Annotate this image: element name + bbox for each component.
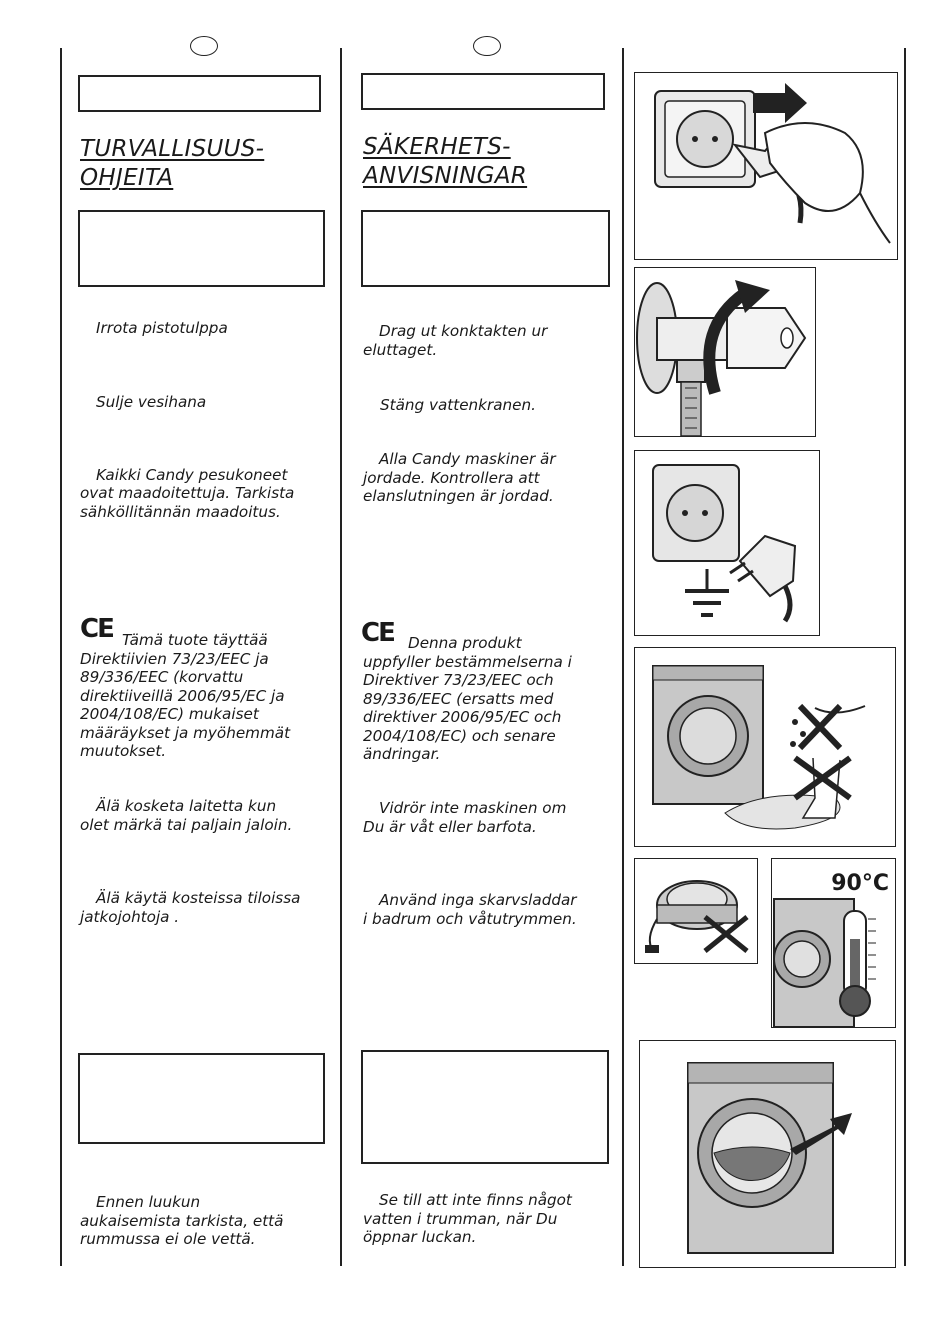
instruction-door-sv: Se till att inte finns något vatten i trumman, när Du öppnar luckan. <box>363 1191 572 1246</box>
instruction-door-fi: Ennen luukun aukaisemista tarkista, että rummussa ei ole vettä. <box>80 1193 284 1248</box>
extension-reel-icon <box>634 858 758 964</box>
instruction-tap-fi: Sulje vesihana <box>96 393 207 411</box>
thermometer-icon <box>771 858 896 1028</box>
instruction-ce-sv: Denna produkt uppfyller bestämmelserna i Direktiver 73/23/EEC och 89/336/EEC (ersatts med direktiver 2006/95/EC och 2004/108/EC) och senare ändringar. <box>363 634 572 763</box>
language-badge-fi <box>190 36 218 56</box>
column-divider-middle <box>340 48 342 1266</box>
temperature-label: 90°C <box>831 871 889 896</box>
title-line1-sv: SÄKERHETS- <box>363 134 511 160</box>
instruction-ce-fi: Tämä tuote täyttää Direktiivien 73/23/EEC ja 89/336/EEC (korvattu direktiiveillä 2006/95/EC ja 2004/108/EC) mukaiset määräykset ja myöhemmät muutokset. <box>80 631 291 760</box>
ce-mark-sv: CE <box>361 618 394 648</box>
column-divider-edge <box>904 48 906 1266</box>
warning-box-sv <box>361 210 610 287</box>
header-box-fi <box>78 75 321 112</box>
ground-socket-icon <box>634 450 820 636</box>
title-line2-sv: ANVISNINGAR <box>363 163 528 189</box>
ce-mark-fi: CE <box>80 614 113 644</box>
header-box-sv <box>361 73 605 110</box>
title-line2-fi: OHJEITA <box>80 165 174 191</box>
water-tap-icon <box>634 267 816 437</box>
instruction-extension-fi: Älä käytä kosteissa tiloissa jatkojohtoja . <box>80 889 301 926</box>
wet-hazard-icon <box>634 647 896 847</box>
instruction-unplug-sv: Drag ut konktakten ur eluttaget. <box>363 322 548 359</box>
instruction-ground-sv: Alla Candy maskiner är jordade. Kontrollera att elanslutningen är jordad. <box>363 450 556 505</box>
plug-pull-icon <box>634 72 898 260</box>
instruction-unplug-fi: Irrota pistotulppa <box>96 319 228 337</box>
warning-box-fi-bottom <box>78 1053 325 1144</box>
title-line1-fi: TURVALLISUUS- <box>80 136 265 162</box>
section-title-fi <box>80 135 264 193</box>
section-title-sv <box>363 133 527 191</box>
instruction-ground-fi <box>80 447 340 521</box>
warning-box-fi <box>78 210 325 287</box>
instruction-wet-fi: Älä kosketa laitetta kun olet märkä tai paljain jaloin. <box>80 797 293 834</box>
warning-box-sv-bottom <box>361 1050 609 1164</box>
instruction-wet-sv: Vidrör inte maskinen om Du är våt eller barfota. <box>363 799 567 836</box>
instruction-tap-sv: Stäng vattenkranen. <box>380 396 536 414</box>
instruction-extension-sv: Använd inga skarvsladdar i badrum och våtutrymmen. <box>363 891 577 928</box>
instruction-ground-fi-text: Kaikki Candy pesukoneet ovat maadoitettuja. Tarkista sähköllitännän maadoitus. <box>80 465 295 521</box>
column-divider-left <box>60 48 62 1266</box>
language-badge-sv <box>473 36 501 56</box>
drum-water-icon <box>639 1040 896 1268</box>
